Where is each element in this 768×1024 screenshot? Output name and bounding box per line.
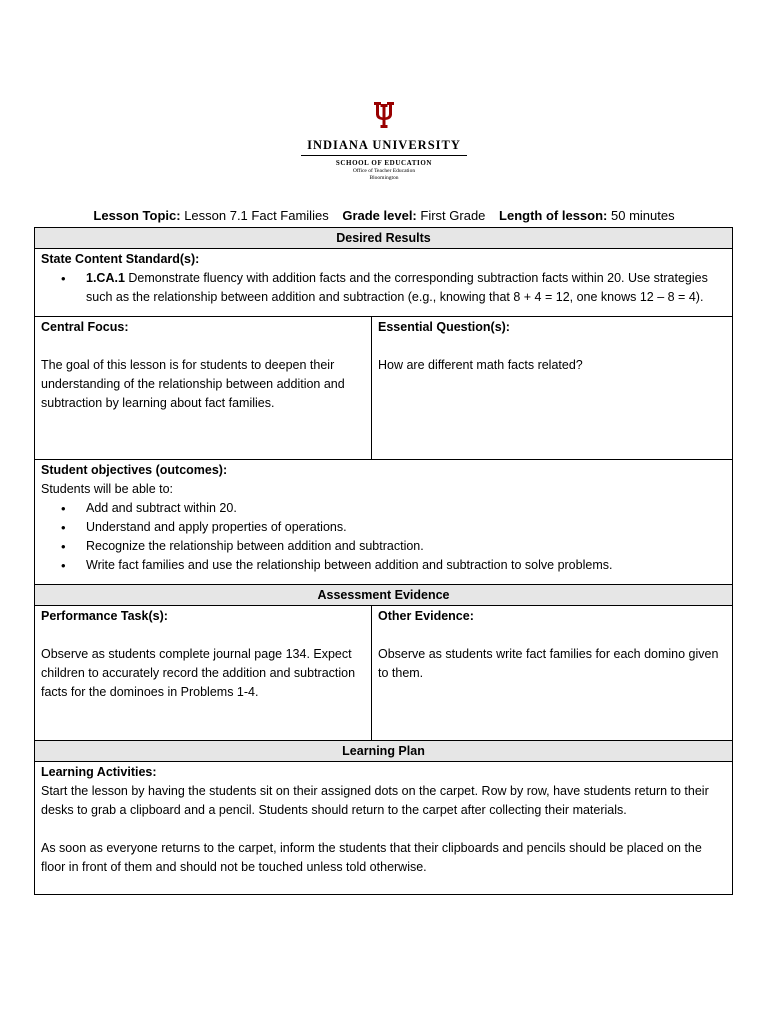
learning-activities-paragraph-1: Start the lesson by having the students sit on their assigned dots on the carpet. Row by row, have students return to their desks to grab a clipboard and a pencil. Students should return to the carpet after collecting their materials. (41, 784, 709, 817)
list-item: • Recognize the relationship between addition and subtraction. (86, 537, 726, 556)
standard-text: Demonstrate fluency with addition facts and the corresponding subtraction facts within 20. Use strategies such as the relationship between addition and subtraction (e.g., knowing that 8 + 4 = 12, one knows 12 – 8 = 4). (86, 271, 708, 304)
central-focus-text: The goal of this lesson is for students to deepen their understanding of the relationship between addition and subtraction by learning about fact families. (41, 358, 345, 410)
standards-list (41, 269, 726, 307)
school-name: SCHOOL OF EDUCATION (335, 159, 433, 167)
office-line-2: Bloomington (369, 175, 399, 181)
performance-task-text: Observe as students complete journal page 134. Expect children to accurately record the addition and subtraction facts for the dominoes in Problems 1-4. (41, 647, 356, 699)
objectives-intro: Students will be able to: (41, 482, 174, 496)
other-evidence-label: Other Evidence: (378, 609, 474, 623)
objectives-list (41, 499, 726, 575)
university-name: INDIANA UNIVERSITY (307, 138, 461, 152)
standard-code: 1.CA.1 (86, 271, 125, 285)
grade-label: Grade level: (342, 208, 417, 223)
topic-value: Lesson 7.1 Fact Families (184, 208, 329, 223)
central-focus-cell (35, 317, 372, 460)
standards-cell (35, 249, 733, 317)
objectives-cell (35, 460, 733, 585)
central-focus-label: Central Focus: (41, 320, 129, 334)
length-label: Length of lesson: (499, 208, 608, 223)
essential-question-label: Essential Question(s): (378, 320, 510, 334)
topic-label: Lesson Topic: (93, 208, 181, 223)
list-item: • Write fact families and use the relationship between addition and subtraction to solve problems. (86, 556, 726, 575)
other-evidence-text: Observe as students write fact families for each domino given to them. (378, 647, 719, 680)
learning-plan-heading: Learning Plan (35, 741, 733, 762)
trident-logo-icon (372, 102, 396, 130)
objectives-label: Student objectives (outcomes): (41, 463, 228, 477)
lesson-info-line (0, 208, 768, 223)
list-item: • Add and subtract within 20. (86, 499, 726, 518)
desired-results-heading: Desired Results (35, 228, 733, 249)
essential-question-cell (372, 317, 733, 460)
header-divider (301, 155, 467, 156)
learning-activities-cell (35, 762, 733, 895)
list-item: • Understand and apply properties of operations. (86, 518, 726, 537)
office-line-1: Office of Teacher Education (352, 168, 416, 174)
grade-value: First Grade (420, 208, 486, 223)
university-header (0, 102, 768, 181)
list-item (86, 269, 726, 307)
other-evidence-cell (372, 606, 733, 741)
performance-task-cell (35, 606, 372, 741)
performance-task-label: Performance Task(s): (41, 609, 168, 623)
learning-activities-label: Learning Activities: (41, 765, 157, 779)
learning-activities-paragraph-2: As soon as everyone returns to the carpet, inform the students that their clipboards and pencils should be placed on the floor in front of them and should not be touched unless told otherwise. (41, 841, 702, 874)
assessment-evidence-heading: Assessment Evidence (35, 585, 733, 606)
essential-question-text: How are different math facts related? (378, 358, 583, 372)
standards-label: State Content Standard(s): (41, 252, 200, 266)
length-value: 50 minutes (611, 208, 675, 223)
lesson-plan-table (34, 227, 733, 895)
